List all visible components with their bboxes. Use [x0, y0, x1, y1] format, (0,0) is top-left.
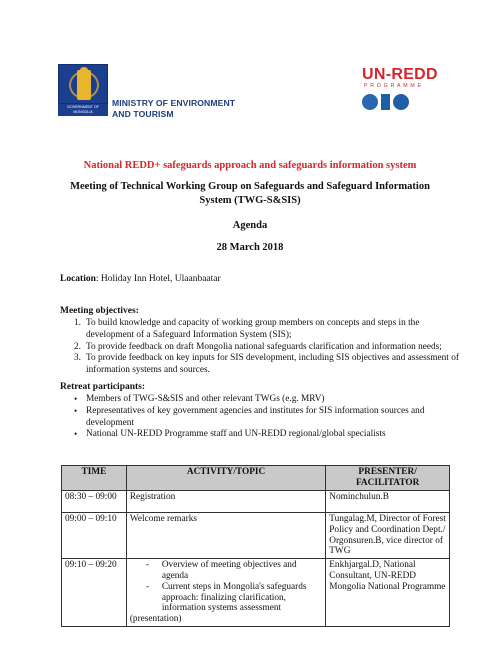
cell-time: 09:10 – 09:20: [62, 559, 127, 627]
header-time: TIME: [62, 466, 127, 491]
list-item: 1. To build knowledge and capacity of working group members on concepts and steps in the development of a Safeguard Information System (SIS);: [74, 318, 420, 340]
participants-heading: Retreat participants:: [60, 382, 146, 392]
ministry-name: MINISTRY OF ENVIRONMENT AND TOURISM: [112, 98, 236, 119]
fao-logo-icon: [362, 94, 378, 110]
cell-activity: [126, 559, 325, 627]
table-row: [62, 491, 450, 513]
government-caption: GOVERNMENT OF MONGOLIA: [58, 104, 108, 116]
unredd-programme: PROGRAMME: [364, 83, 424, 89]
cell-presenter: Enkhjargal.D, National Consultant, UN-REDD Mongolia National Programme: [326, 559, 450, 627]
activity-note: (presentation): [129, 614, 182, 625]
list-item: - Overview of meeting objectives and agenda: [146, 560, 322, 582]
activity-list: [130, 560, 322, 614]
unredd-title: UN-REDD: [362, 66, 438, 83]
list-item: 2. To provide feedback on draft Mongolia national safeguards clarification and information needs;: [74, 341, 442, 352]
list-item: - Current steps in Mongolia's safeguards approach: finalizing clarification, information systems assessment: [146, 582, 322, 614]
participants-list: [60, 394, 460, 441]
mongolia-government-logo: [58, 64, 108, 120]
table-row: [62, 559, 450, 627]
objectives-heading: Meeting objectives:: [60, 306, 139, 316]
location-value: : Holiday Inn Hotel, Ulaanbaatar: [95, 274, 221, 284]
header-activity: ACTIVITY/TOPIC: [126, 466, 325, 491]
location-label: Location: [60, 274, 96, 284]
unredd-logo: [362, 66, 452, 110]
cell-activity: Welcome remarks: [126, 513, 325, 559]
objectives-list: [60, 318, 460, 377]
cell-time: 09:00 – 09:10: [62, 513, 127, 559]
programme-title: National REDD+ safeguards approach and safeguards information system: [83, 160, 417, 171]
partner-logos: [362, 94, 452, 110]
list-item: • Representatives of key government agencies and institutes for SIS information sources and development: [60, 406, 460, 430]
agenda-table: [61, 465, 450, 627]
soyombo-emblem-icon: [58, 64, 108, 104]
cell-activity: Registration: [126, 491, 325, 513]
meeting-date: 28 March 2018: [216, 242, 284, 253]
list-item: 3. To provide feedback on key inputs for SIS development, including SIS objectives and assessment of information systems and sources.: [74, 353, 459, 376]
header-presenter: PRESENTER/ FACILITATOR: [326, 466, 450, 491]
list-item: • Members of TWG-S&SIS and other relevant TWGs (e.g. MRV): [60, 394, 460, 406]
undp-logo-icon: [381, 94, 390, 110]
cell-time: 08:30 – 09:00: [62, 491, 127, 513]
unep-logo-icon: [393, 94, 409, 110]
table-row: [62, 513, 450, 559]
cell-presenter: Tungalag.M, Director of Forest Policy and Coordination Dept./ Orgonsuren.B, vice director of TWG: [326, 513, 450, 559]
meeting-title: Meeting of Technical Working Group on Safeguards and Safeguard Information System (TWG-S&SIS): [70, 181, 430, 206]
table-header-row: [62, 466, 450, 491]
cell-presenter: Nominchulun.B: [326, 491, 450, 513]
location-line: [60, 274, 221, 284]
agenda-heading: Agenda: [232, 220, 268, 231]
list-item: • National UN-REDD Programme staff and UN-REDD regional/global specialists: [60, 429, 460, 441]
